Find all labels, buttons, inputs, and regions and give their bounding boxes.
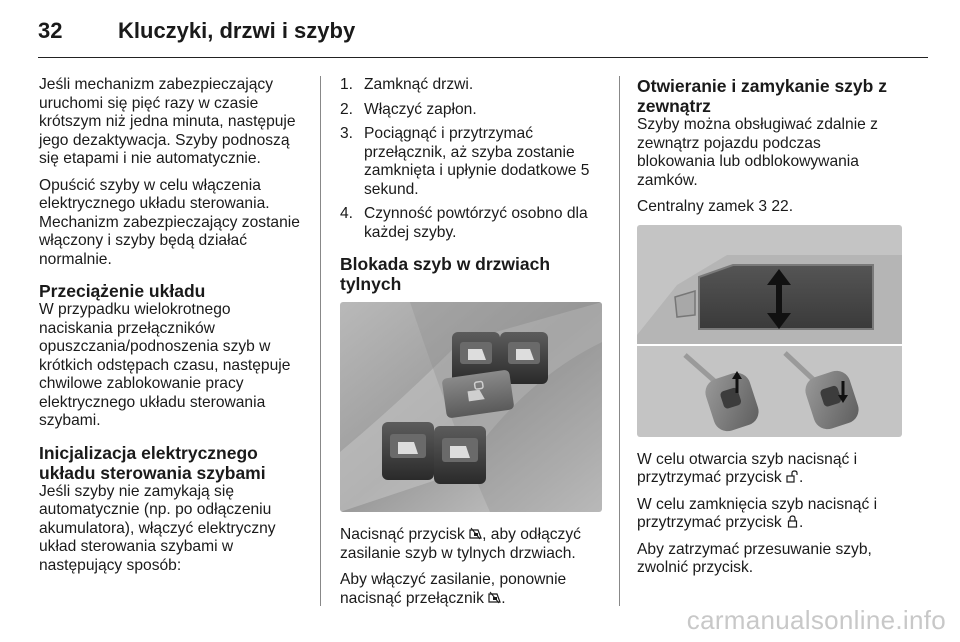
page-header xyxy=(38,14,928,58)
list-item xyxy=(340,101,602,120)
open-windows-text-before: W celu otwarcia szyb nacisnąć i przytrzymać przycisk xyxy=(637,450,858,486)
step-text: Pociągnąć i przytrzymać przełącznik, aż szyba zostanie zamknięta i upłynie dodatkowe 5 sekund. xyxy=(364,125,590,198)
window-switch-panel-image xyxy=(340,302,602,512)
rear-window-lock-icon xyxy=(488,591,501,604)
list-item xyxy=(340,125,602,199)
close-windows-text-before: W celu zamknięcia szyb nacisnąć i przytrzymać przycisk xyxy=(637,495,878,531)
step-number: 2. xyxy=(340,100,354,118)
column-divider-left xyxy=(320,76,321,606)
list-item xyxy=(340,205,602,242)
lock-press-text-before: Nacisnąć przycisk xyxy=(340,526,465,543)
header-divider xyxy=(38,57,928,58)
paragraph-open-windows xyxy=(637,451,902,488)
paragraph-lock-reenable xyxy=(340,571,602,608)
step-text: Czynność powtórzyć osobno dla każdej szyby. xyxy=(364,205,588,241)
paragraph-central-locking-reference xyxy=(637,198,902,217)
heading-remote-window-operation: Otwieranie i zamykanie szyb z zewnątrz xyxy=(637,76,887,116)
rear-switch-left-icon xyxy=(382,422,434,480)
column-middle xyxy=(340,76,602,616)
step-text: Zamknąć drzwi. xyxy=(364,76,474,93)
step-text: Włączyć zapłon. xyxy=(364,100,477,118)
paragraph-close-windows xyxy=(637,496,902,533)
page-title: Kluczyki, drzwi i szyby xyxy=(118,18,356,43)
column-right xyxy=(637,76,902,586)
central-locking-page: 22. xyxy=(771,198,794,215)
lock-button-icon xyxy=(786,515,799,528)
central-locking-label: Centralny zamek xyxy=(637,198,754,215)
reenable-text-after: . xyxy=(501,589,506,607)
rear-window-lock-icon xyxy=(469,527,482,540)
paragraph-protection-deactivation: Jeśli mechanizm zabezpieczający uruchomi się pięć razy w czasie krótszym niż jedna minuta, następuje jego dezaktywacja. Szyby podnoszą się etapami i nie automatycznie. xyxy=(39,76,296,167)
column-divider-right xyxy=(619,76,620,606)
remote-key-window-image xyxy=(637,225,902,437)
paragraph-initialization: Jeśli szyby nie zamykają się automatycznie (np. po odłączeniu akumulatora), włączyć elektryczny układ sterowania szybami w następujący sposób: xyxy=(39,482,276,574)
unlock-button-icon xyxy=(786,470,799,483)
heading-system-overload: Przeciążenie układu xyxy=(39,281,206,301)
heading-initialization: Inicjalizacja elektrycznego układu sterowania szybami xyxy=(39,442,266,483)
lock-press-text-after: , aby odłączyć zasilanie szyb w tylnych drzwiach. xyxy=(340,526,581,562)
paragraph-remote-operation: Szyby można obsługiwać zdalnie z zewnątrz pojazdu podczas blokowania lub odblokowywania zamków. xyxy=(637,116,878,189)
step-number: 4. xyxy=(340,205,354,222)
close-windows-text-after: . xyxy=(799,514,804,531)
watermark: carmanualsonline.info xyxy=(686,605,946,635)
step-number: 3. xyxy=(340,125,354,142)
step-number: 1. xyxy=(340,76,354,93)
paragraph-overload: W przypadku wielokrotnego naciskania przełączników opuszczania/podnoszenia szyb w krótkich odstępach czasu, następuje chwilowe zablokowanie pracy elektrycznego układu sterowania szybami. xyxy=(39,301,291,429)
open-windows-text-after: . xyxy=(799,469,804,486)
initialization-steps xyxy=(340,76,602,242)
list-item xyxy=(340,76,602,95)
heading-rear-window-lock: Blokada szyb w drzwiach tylnych xyxy=(340,254,551,294)
paragraph-reactivation: Opuścić szyby w celu włączenia elektrycznego układu sterowania. Mechanizm zabezpieczający zostanie włączony i szyby będą działać normalnie. xyxy=(39,176,300,268)
rear-switch-right-icon xyxy=(434,426,486,484)
paragraph-stop-movement: Aby zatrzymać przesuwanie szyb, zwolnić przycisk. xyxy=(637,540,872,576)
column-left xyxy=(39,76,307,583)
paragraph-lock-press xyxy=(340,526,602,563)
page-reference-arrow-icon: 3 xyxy=(758,198,768,215)
reenable-text-before: Aby włączyć zasilanie, ponownie nacisnąć przełącznik xyxy=(340,571,567,607)
page-number: 32 xyxy=(38,18,63,43)
